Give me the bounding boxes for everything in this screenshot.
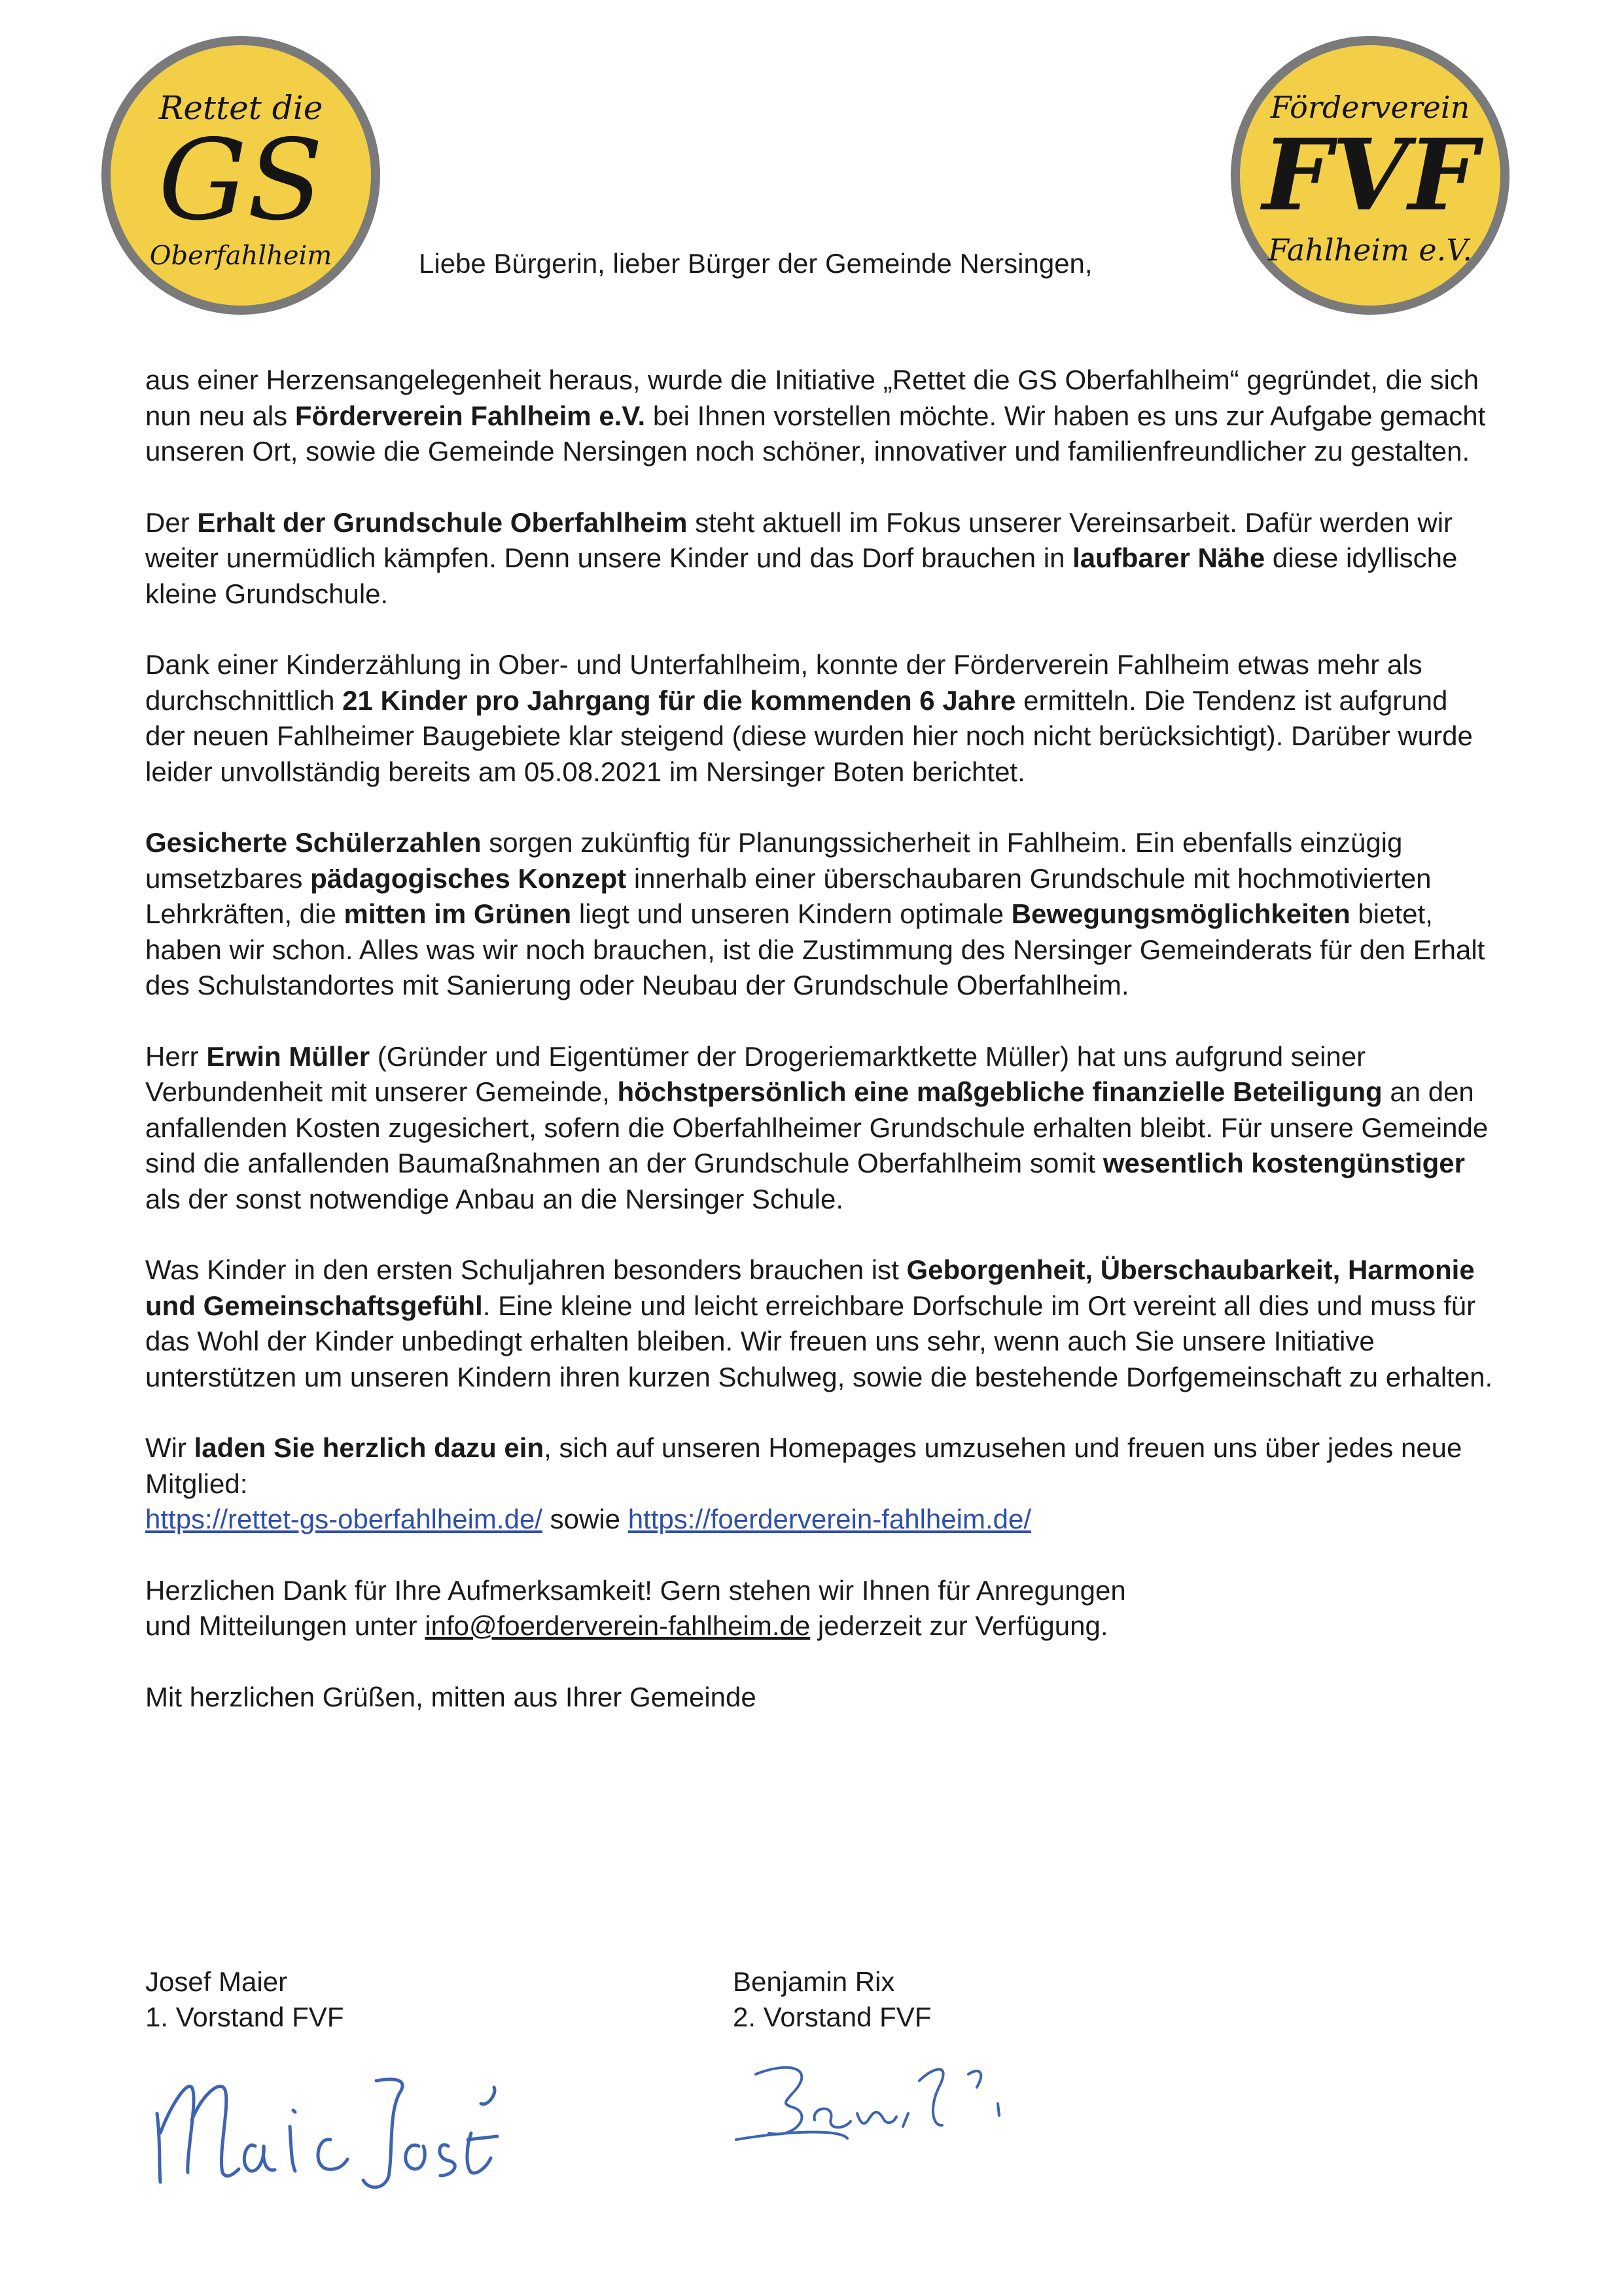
text: sorgen zukünftig für Planungssicherheit in Fahlheim. Ein ebenfalls einzügig umsetzbares	[145, 827, 1403, 894]
logo-right-line1: Förderverein	[1270, 90, 1470, 125]
logo-left-line3: Oberfahlheim	[149, 241, 332, 271]
text: , sich auf unseren Homepages umzusehen und freuen uns über jedes neue Mitglied:	[145, 1432, 1462, 1499]
bold-text: wesentlich kostengünstiger	[1103, 1148, 1465, 1178]
text: Der	[145, 506, 198, 538]
signer-role: 2. Vorstand FVF	[733, 2002, 932, 2032]
text: jederzeit zur Verfügung.	[810, 1610, 1108, 1641]
signer-role: 1. Vorstand FVF	[145, 2002, 344, 2032]
paragraph-concept	[145, 825, 1493, 1004]
text: als der sonst notwendige Anbau an die Nersinger Schule.	[145, 1183, 844, 1214]
text: innerhalb einer überschaubaren Grundschule mit hochmotivierten Lehrkräften, die	[145, 862, 1432, 929]
text: aus einer Herzensangelegenheit heraus, wurde die Initiative „Rettet die GS Oberfahlheim“ gegründet, die sich nun neu als	[145, 364, 1479, 431]
foerderverein-fahlheim-logo-graphic	[1229, 34, 1511, 317]
paragraph-child-count	[145, 647, 1493, 790]
signer-block-2	[733, 1964, 931, 2035]
signature-benjamin-rix	[716, 2041, 1070, 2172]
logo-left-line2: GS	[158, 116, 324, 245]
text: sowie	[542, 1504, 628, 1534]
text: bei Ihnen vorstellen möchte. Wir haben es uns zur Aufgabe gemacht unseren Ort, sowie die Gemeinde Nersingen noch schöner, innovativer und familienfreundlicher zu gestalten.	[145, 400, 1486, 467]
rettet-die-gs-logo-graphic	[99, 34, 382, 317]
letter-body	[145, 362, 1493, 1715]
bold-text: Erwin Müller	[206, 1040, 370, 1072]
signer-name: Josef Maier	[145, 1966, 288, 1997]
paragraph-intro	[145, 362, 1493, 470]
text: . Eine kleine und leicht erreichbare Dorfschule im Ort vereint all dies und muss für das Wohl der Kinder unbedingt erhalten bleiben. Wir freuen uns sehr, wenn auch Sie unsere Initiative unterstützen um unseren Kindern ihren kurzen Schulweg, sowie die bestehende Dorfgemeinschaft zu erhalten.	[145, 1290, 1493, 1392]
text: Herzlichen Dank für Ihre Aufmerksamkeit! Gern stehen wir Ihnen für Anregungen	[145, 1574, 1126, 1606]
text: und Mitteilungen unter	[145, 1610, 425, 1641]
paragraph-thanks	[145, 1573, 1493, 1644]
rettet-die-gs-logo	[99, 34, 382, 317]
text: liegt und unseren Kindern optimale	[571, 898, 1012, 929]
paragraph-invitation	[145, 1430, 1493, 1538]
bold-text: Gesicherte Schülerzahlen	[145, 827, 482, 858]
logo-right-line3: Fahlheim e.V.	[1267, 232, 1473, 268]
closing-line: Mit herzlichen Grüßen, mitten aus Ihrer Gemeinde	[145, 1681, 756, 1712]
signer-name: Benjamin Rix	[733, 1966, 895, 1997]
bold-text: Erhalt der Grundschule Oberfahlheim	[197, 506, 688, 538]
logo-right-line2: FVF	[1262, 118, 1478, 233]
text: Wir	[145, 1432, 194, 1463]
paragraph-school-focus	[145, 505, 1493, 612]
text: bietet, haben wir schon. Alles was wir noch brauchen, ist die Zustimmung des Nersinger Gemeinderats für den Erhalt des Schulstandortes mit Sanierung oder Neubau der Grundschule Oberfahlheim.	[145, 898, 1485, 1000]
bold-text: Bewegungsmöglichkeiten	[1011, 898, 1350, 929]
text: (Gründer und Eigentümer der Drogeriemarktkette Müller) hat uns aufgrund seiner Verbundenheit mit unserer Gemeinde,	[145, 1040, 1366, 1107]
logo-left-line1: Rettet die	[158, 89, 323, 127]
text: steht aktuell im Fokus unserer Vereinsarbeit. Dafür werden wir weiter unermüdlich kämpfen. Denn unsere Kinder und das Dorf brauchen in	[145, 506, 1453, 573]
signer-block-1	[145, 1964, 344, 2035]
salutation: Liebe Bürgerin, lieber Bürger der Gemeinde Nersingen,	[419, 248, 1093, 279]
text: diese idyllische kleine Grundschule.	[145, 542, 1458, 609]
bold-text: höchstpersönlich eine maßgebliche finanzielle Beteiligung	[617, 1076, 1383, 1107]
bold-text: mitten im Grünen	[344, 898, 572, 929]
bold-text: pädagogisches Konzept	[310, 862, 627, 894]
foerderverein-fahlheim-logo	[1229, 34, 1511, 317]
email-link[interactable]: info@foerderverein-fahlheim.de	[425, 1610, 811, 1641]
paragraph-funding	[145, 1039, 1493, 1218]
bold-text: 21 Kinder pro Jahrgang für die kommenden 6 Jahre	[342, 684, 1016, 716]
text: Dank einer Kinderzählung in Ober- und Unterfahlheim, konnte der Förderverein Fahlheim etwas mehr als durchschnittlich	[145, 649, 1422, 716]
paragraph-children-needs	[145, 1252, 1493, 1395]
signature-josef-maier	[141, 2041, 507, 2199]
text: Was Kinder in den ersten Schuljahren besonders brauchen ist	[145, 1254, 907, 1285]
homepage-link-rettet-gs[interactable]: https://rettet-gs-oberfahlheim.de/	[145, 1504, 542, 1534]
homepage-link-foerderverein[interactable]: https://foerderverein-fahlheim.de/	[627, 1504, 1032, 1534]
text: ermitteln. Die Tendenz ist aufgrund der neuen Fahlheimer Baugebiete klar steigend (diese wurden hier noch nicht berücksichtigt). Darüber wurde leider unvollständig bereits am 05.08.2021 im Nersinger Boten berichtet.	[145, 684, 1473, 787]
bold-text: Geborgenheit, Überschaubarkeit, Harmonie und Gemeinschaftsgefühl	[145, 1254, 1475, 1321]
text: an den anfallenden Kosten zugesichert, sofern die Oberfahlheimer Grundschule erhalten bleibt. Für unsere Gemeinde sind die anfallenden Baumaßnahmen an der Grundschule Oberfahlheim somit	[145, 1076, 1489, 1178]
bold-text: laufbarer Nähe	[1072, 542, 1265, 573]
bold-text: Förderverein Fahlheim e.V.	[294, 400, 646, 431]
bold-text: laden Sie herzlich dazu ein	[194, 1432, 544, 1463]
text: Herr	[145, 1040, 207, 1072]
